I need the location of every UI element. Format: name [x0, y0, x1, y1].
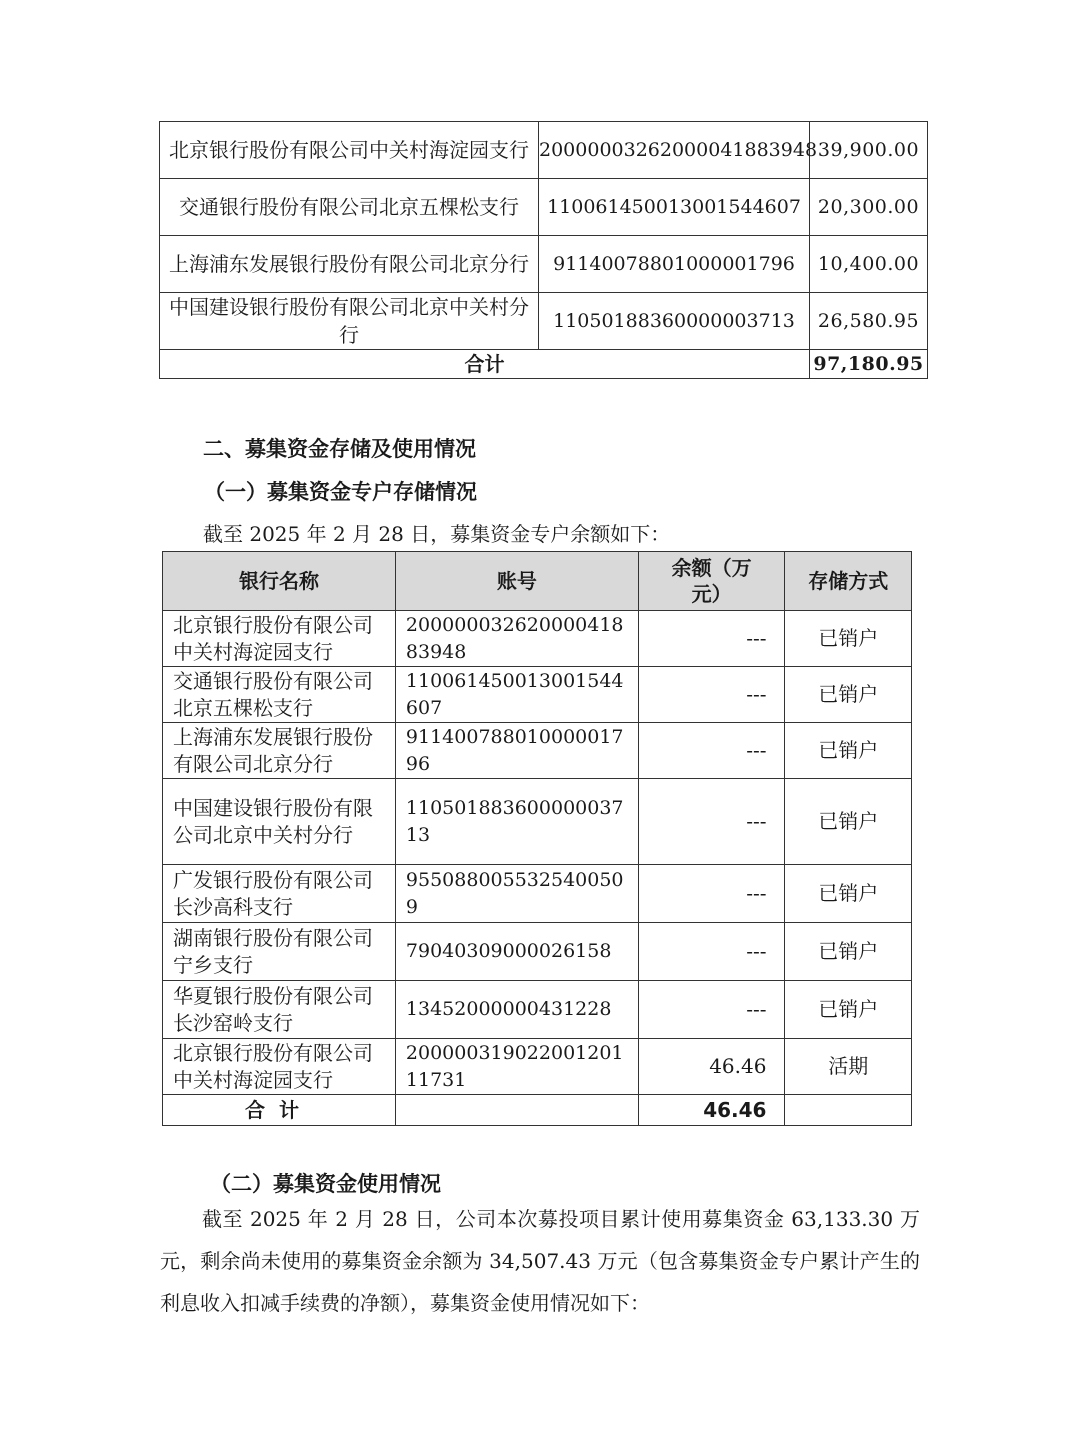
total-balance: 46.46 — [638, 1095, 785, 1126]
table-row — [163, 1039, 912, 1095]
table-header-row — [163, 552, 912, 611]
bank-name-cell: 中国建设银行股份有限公司北京中关村分行 — [160, 293, 539, 350]
bank-name-cell: 中国建设银行股份有限公司北京中关村分行 — [163, 779, 396, 865]
bank-name-cell: 交通银行股份有限公司北京五棵松支行 — [163, 667, 396, 723]
table-row — [163, 923, 912, 981]
balance-cell: --- — [638, 923, 785, 981]
account-cell: 13452000000431228 — [395, 981, 638, 1039]
table-row — [163, 981, 912, 1039]
bank-name-cell: 交通银行股份有限公司北京五棵松支行 — [160, 179, 539, 236]
account-cell: 9550880055325400509 — [395, 865, 638, 923]
table-row — [163, 779, 912, 865]
empty-cell — [785, 1095, 912, 1126]
table-row — [163, 667, 912, 723]
header-mode: 存储方式 — [785, 552, 912, 611]
storage-mode-cell: 已销户 — [785, 723, 912, 779]
intro-text: 截至 2025 年 2 月 28 日，募集资金专户余额如下： — [203, 522, 671, 546]
storage-mode-cell: 已销户 — [785, 923, 912, 981]
bank-name-cell: 北京银行股份有限公司中关村海淀园支行 — [163, 1039, 396, 1095]
account-cell: 91140078801000001796 — [539, 236, 810, 293]
bank-name-cell: 湖南银行股份有限公司宁乡支行 — [163, 923, 396, 981]
storage-mode-cell: 已销户 — [785, 611, 912, 667]
subsection-heading-2: （二）募集资金使用情况 — [210, 1172, 441, 1196]
table-row — [160, 236, 928, 293]
header-account: 账号 — [395, 552, 638, 611]
account-cell: 11050188360000003713 — [395, 779, 638, 865]
storage-mode-cell: 活期 — [785, 1039, 912, 1095]
table-row — [160, 122, 928, 179]
balance-cell: --- — [638, 611, 785, 667]
amount-cell: 10,400.00 — [810, 236, 928, 293]
storage-mode-cell: 已销户 — [785, 981, 912, 1039]
table-row — [160, 179, 928, 236]
account-cell: 79040309000026158 — [395, 923, 638, 981]
empty-cell — [395, 1095, 638, 1126]
amount-cell: 20,300.00 — [810, 179, 928, 236]
account-cell: 91140078801000001796 — [395, 723, 638, 779]
table-row — [160, 293, 928, 350]
bank-amount-table — [159, 121, 928, 379]
total-row — [160, 350, 928, 379]
header-balance: 余额（万元） — [638, 552, 785, 611]
bank-name-cell: 华夏银行股份有限公司长沙窑岭支行 — [163, 981, 396, 1039]
account-cell: 20000003262000041883948 — [539, 122, 810, 179]
section-heading: 二、募集资金存储及使用情况 — [203, 437, 476, 461]
balance-cell: --- — [638, 865, 785, 923]
storage-mode-cell: 已销户 — [785, 779, 912, 865]
total-label: 合计 — [163, 1095, 396, 1126]
bank-name-cell: 上海浦东发展银行股份有限公司北京分行 — [163, 723, 396, 779]
account-cell: 110061450013001544607 — [395, 667, 638, 723]
balance-cell: --- — [638, 723, 785, 779]
account-cell: 11050188360000003713 — [539, 293, 810, 350]
table-row — [163, 865, 912, 923]
storage-mode-cell: 已销户 — [785, 667, 912, 723]
total-amount: 97,180.95 — [810, 350, 928, 379]
balance-cell: --- — [638, 981, 785, 1039]
usage-paragraph: 截至 2025 年 2 月 28 日，公司本次募投项目累计使用募集资金 63,133.30 万元，剩余尚未使用的募集资金余额为 34,507.43 万元（包含募集资金专户累计产生的利息收入扣减手续费的净额），募集资金使用情况如下： — [160, 1207, 920, 1315]
account-cell: 20000031902200120111731 — [395, 1039, 638, 1095]
total-label: 合计 — [160, 350, 810, 379]
bank-name-cell: 上海浦东发展银行股份有限公司北京分行 — [160, 236, 539, 293]
subsection-heading-1: （一）募集资金专户存储情况 — [204, 480, 477, 504]
bank-name-cell: 广发银行股份有限公司长沙高科支行 — [163, 865, 396, 923]
storage-mode-cell: 已销户 — [785, 865, 912, 923]
total-row — [163, 1095, 912, 1126]
balance-cell: --- — [638, 779, 785, 865]
balance-cell: --- — [638, 667, 785, 723]
account-cell: 20000003262000041883948 — [395, 611, 638, 667]
header-bank: 银行名称 — [163, 552, 396, 611]
account-cell: 110061450013001544607 — [539, 179, 810, 236]
amount-cell: 26,580.95 — [810, 293, 928, 350]
amount-cell: 39,900.00 — [810, 122, 928, 179]
table-row — [163, 723, 912, 779]
table-row — [163, 611, 912, 667]
bank-name-cell: 北京银行股份有限公司中关村海淀园支行 — [163, 611, 396, 667]
balance-cell: 46.46 — [638, 1039, 785, 1095]
account-balance-table — [162, 551, 912, 1126]
bank-name-cell: 北京银行股份有限公司中关村海淀园支行 — [160, 122, 539, 179]
